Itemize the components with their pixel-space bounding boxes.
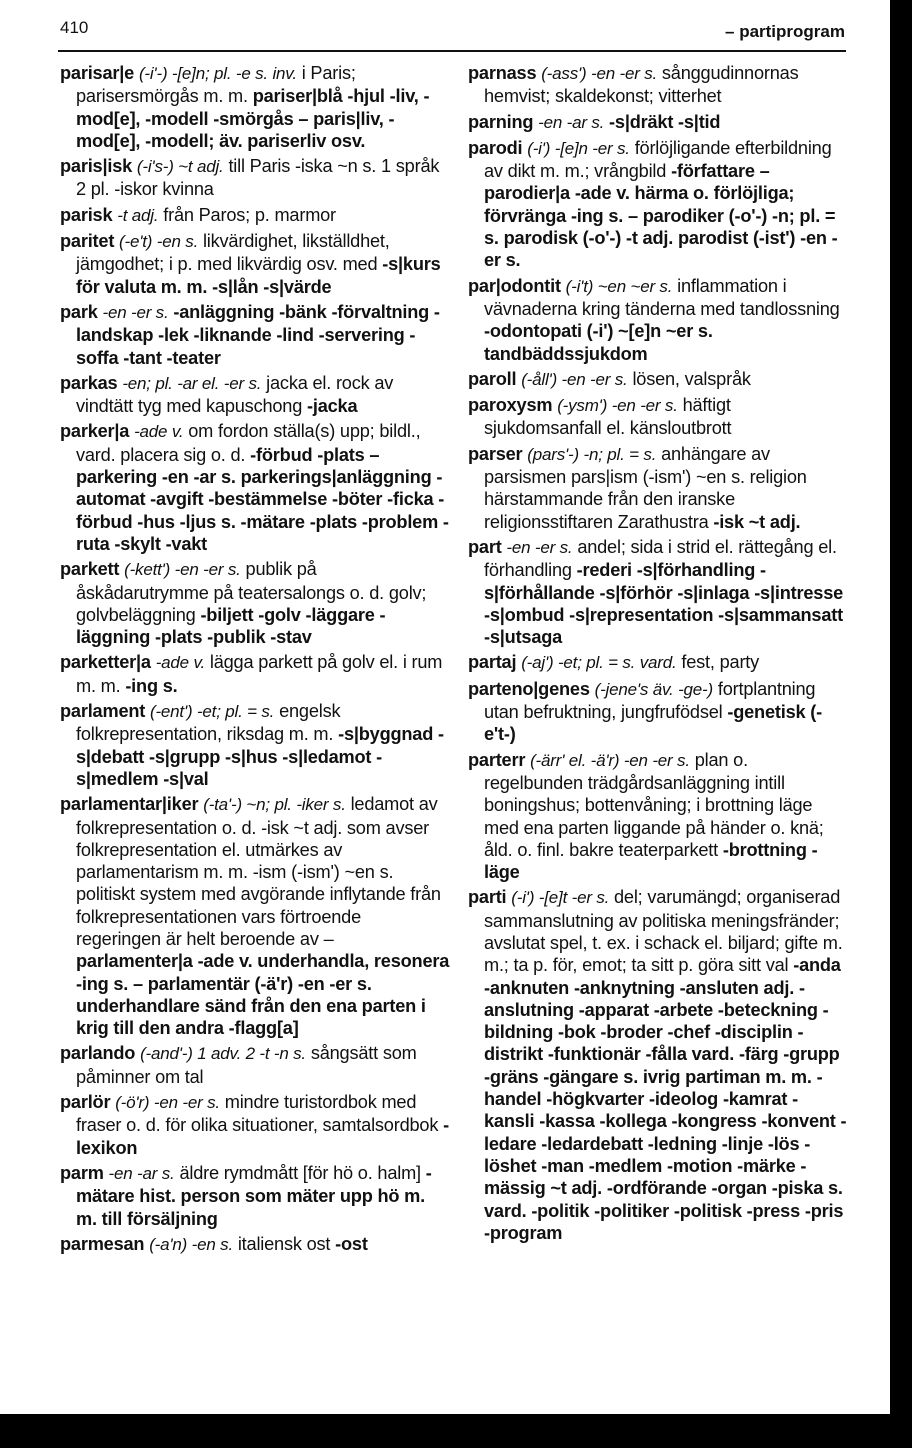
entry-definition: likvärdighet, likställdhet, jämgodhet; i p. med likvärdig osv. med — [76, 231, 390, 275]
entry-compounds: -ost — [335, 1233, 368, 1254]
entry-grammar-info: (-ent') -et; pl. = s. — [149, 702, 275, 722]
entry-headword: paroll — [468, 368, 517, 389]
entry-grammar-info: (-and'-) 1 adv. 2 -t -n s. — [140, 1044, 306, 1064]
entry-grammar-info: (-aj') -et; pl. = s. vard. — [521, 653, 677, 673]
dictionary-entry — [468, 137, 848, 272]
entry-definition: inflammation i vävnaderna kring tänderna med tandlossning — [484, 275, 840, 319]
entry-compounds: -mätare hist. person som mäter upp hö m. m. till försäljning — [76, 1162, 432, 1229]
dictionary-entry — [468, 886, 848, 1244]
entry-compounds: -förbud -plats – parkering -en -ar s. parkerings|anläggning -automat -avgift -bestämmelse -böter -ficka -förbud -hus -ljus s. -mätare -plats -problem -ruta -skylt -vakt — [76, 444, 449, 554]
entry-definition: i Paris; parisersmörgås m. m. — [76, 63, 356, 107]
dictionary-entry — [468, 443, 848, 533]
page-number: 410 — [60, 18, 89, 37]
entry-headword: parisk — [60, 204, 113, 225]
entry-headword: parnass — [468, 63, 537, 83]
dictionary-entry — [60, 1233, 450, 1256]
entry-definition: om fordon ställa(s) upp; bildl., vard. placera sig o. d. — [76, 421, 421, 465]
entry-definition: lägga parkett på golv el. i rum m. m. — [76, 652, 443, 696]
dictionary-entry — [468, 62, 848, 108]
entry-compounds: -ing s. — [125, 675, 178, 696]
running-head: – partiprogram — [725, 22, 845, 41]
entry-headword: parketter|a — [60, 652, 151, 673]
entry-compounds: -författare – parodier|a -ade v. härma o. förlöjliga; förvränga -ing s. – parodiker (-o'-) -n; pl. = s. parodisk (-o'-) -t adj. parodist (-ist') -en -er s. — [484, 161, 838, 271]
entry-compounds: -rederi -s|förhandling -s|förhållande -s|förhör -s|inlaga -s|intresse -s|ombud -s|representation -s|sammansatt -s|utsaga — [484, 560, 844, 648]
right-column — [468, 62, 848, 1244]
entry-grammar-info: (-kett') -en -er s. — [124, 560, 241, 580]
entry-headword: parker|a — [60, 421, 130, 442]
entry-grammar-info: (-i') -[e]t -er s. — [511, 888, 610, 908]
dictionary-entry — [60, 793, 450, 1039]
entry-compounds: -s|kurs för valuta m. m. -s|lån -s|värde — [76, 254, 441, 297]
entry-grammar-info: -en -er s. — [102, 302, 169, 322]
entry-compounds: -isk ~t adj. — [713, 511, 801, 532]
entry-compounds: -jacka — [307, 396, 358, 417]
dictionary-entry — [468, 536, 848, 648]
entry-grammar-info: -en -ar s. — [538, 112, 605, 132]
dictionary-entry — [468, 111, 848, 134]
entry-compounds: pariser|blå -hjul -liv, -mod[e], -modell -smörgås – paris|liv, -mod[e], -modell; äv. pariserliv osv. — [76, 86, 430, 151]
dictionary-entry — [60, 651, 450, 697]
entry-headword: parteno|genes — [468, 678, 590, 699]
entry-compounds: -genetisk (-e't-) — [484, 702, 822, 745]
entry-grammar-info: -en; pl. -ar el. -er s. — [122, 373, 262, 393]
entry-headword: parlör — [60, 1092, 111, 1113]
dictionary-entry — [468, 275, 848, 365]
entry-definition: häftigt sjukdomsanfall el. känsloutbrott — [484, 395, 732, 439]
entry-compounds: -s|byggnad -s|debatt -s|grupp -s|hus -s|ledamot -s|medlem -s|val — [76, 724, 444, 789]
entry-headword: park — [60, 301, 98, 322]
entry-definition: lösen, valspråk — [632, 368, 751, 389]
entry-headword: parser — [468, 443, 523, 464]
entry-definition: från Paros; p. marmor — [163, 204, 336, 225]
entry-definition: andel; sida i strid el. rättegång el. förhandling — [484, 536, 837, 581]
entry-definition: sångsätt som påminner om tal — [76, 1043, 417, 1087]
dictionary-entry — [60, 155, 450, 201]
dictionary-entry — [60, 1091, 450, 1159]
entry-definition: förlöjligande efterbildning av dikt m. m.; vrångbild — [484, 137, 832, 182]
header-rule — [58, 50, 846, 52]
dictionary-entry — [60, 558, 450, 648]
entry-grammar-info: -ade v. — [155, 653, 206, 673]
entry-grammar-info: (-a'n) -en s. — [149, 1234, 233, 1254]
dictionary-entry — [468, 651, 848, 674]
entry-compounds: -brottning -läge — [484, 839, 818, 883]
dictionary-entry — [60, 372, 450, 418]
dictionary-entry — [60, 700, 450, 790]
entry-definition: fortplantning utan befruktning, jungfrufödsel — [484, 678, 816, 723]
entry-definition: plan o. regelbunden trädgårdsanläggning intill boningshus; bottenvåning; i brottning läge med ena parten liggande på händer o. knä; åld. o. finl. bakre teaterparkett — [484, 749, 824, 860]
entry-headword: parti — [468, 887, 507, 908]
entry-compounds: -s|dräkt -s|tid — [609, 111, 721, 132]
entry-grammar-info: (-ö'r) -en -er s. — [115, 1093, 220, 1113]
dictionary-entry — [468, 394, 848, 440]
entry-headword: parning — [468, 111, 534, 132]
entry-definition: italiensk ost — [237, 1233, 331, 1254]
entry-headword: parkas — [60, 372, 118, 393]
entry-definition: engelsk folkrepresentation, riksdag m. m. — [76, 701, 341, 745]
entry-grammar-info: (-ärr' el. -ä'r) -en -er s. — [530, 750, 690, 770]
entry-grammar-info: (-i') -[e]n -er s. — [527, 138, 630, 158]
entry-definition: anhängare av parsismen pars|ism (-ism') ~en s. religion härstammande från den iranske religionsstiftaren Zarathustra — [484, 443, 807, 532]
entry-headword: part — [468, 536, 502, 557]
dictionary-entry — [60, 204, 450, 227]
entry-headword: parlamentar|iker — [60, 794, 199, 815]
entry-definition: till Paris -iska ~n s. 1 språk 2 pl. -iskor kvinna — [76, 156, 440, 200]
entry-compounds: -lexikon — [76, 1115, 449, 1158]
entry-grammar-info: (-jene's äv. -ge-) — [594, 679, 713, 699]
entry-definition: publik på åskådarutrymme på teatersalongs o. d. golv; golvbeläggning — [76, 559, 427, 625]
entry-compounds: -biljett -golv -läggare -läggning -plats -publik -stav — [76, 604, 386, 648]
entry-definition: del; varumängd; organiserad sammanslutning av politiska meningsfränder; avslutat spel, t. ex. i schack el. biljard; gifte m. m.; ta p. för, emot; ta sitt p. göra sitt val — [484, 887, 843, 976]
entry-grammar-info: (-ta'-) ~n; pl. -iker s. — [203, 795, 346, 815]
entry-grammar-info: (-i's-) ~t adj. — [136, 157, 224, 177]
entry-headword: paris|isk — [60, 156, 133, 177]
dictionary-entry — [60, 230, 450, 298]
entry-grammar-info: (-åll') -en -er s. — [521, 369, 628, 389]
entry-headword: parisar|e — [60, 63, 135, 83]
dictionary-entry — [60, 1162, 450, 1230]
entry-definition: äldre rymdmått [för hö o. halm] — [179, 1162, 421, 1183]
entry-grammar-info: (-i'-) -[e]n; pl. -e s. inv. — [138, 64, 297, 83]
dictionary-entry — [60, 1042, 450, 1088]
entry-grammar-info: -t adj. — [117, 205, 159, 225]
entry-headword: par|odontit — [468, 275, 561, 296]
entry-compounds: -anläggning -bänk -förvaltning -landskap -lek -liknande -lind -servering -soffa -tant -teater — [76, 301, 440, 368]
entry-headword: paritet — [60, 231, 115, 252]
entry-compounds: -odontopati (-i') ~[e]n ~er s. tandbäddssjukdom — [484, 321, 713, 364]
entry-headword: parkett — [60, 559, 120, 580]
entry-headword: parm — [60, 1162, 104, 1183]
entry-headword: parterr — [468, 749, 526, 770]
entry-grammar-info: -en -er s. — [506, 537, 573, 557]
entry-headword: parlament — [60, 701, 146, 722]
entry-compounds: -anda -anknuten -anknytning -ansluten adj. -anslutning -apparat -arbete -beteckning -bildning -bok -broder -chef -disciplin -distrikt -funktionär -fålla vard. -färg -grupp -gräns -gängare s. ivrig partiman m. m. -handel -högkvarter -ideolog -kamrat -kansli -kassa -kollega -kongress -konvent -ledare -ledardebatt -ledning -linje -lös -löshet -man -medlem -motion -märke -mässig ~t adj. -ordförande -organ -piska s. vard. -politik -politiker -politisk -press -pris -program — [484, 955, 847, 1243]
entry-definition: sånggudinnornas hemvist; skaldekonst; vitterhet — [484, 63, 799, 107]
entry-compounds: parlamenter|a -ade v. underhandla, resonera -ing s. – parlamentär (-ä'r) -en -er s. underhandlare sänd från den ena parten i krig till den andra -flagg[a] — [76, 951, 450, 1039]
entry-headword: partaj — [468, 652, 517, 673]
entry-grammar-info: (-e't) -en s. — [119, 232, 199, 252]
entry-definition: ledamot av folkrepresentation o. d. -isk ~t adj. som avser folkrepresentation el. utmärkes av parlamentarism m. m. -ism (-ism') ~en s. politiskt system med avgörande inflytande från folkrepresentationen vars förtroende regeringen är helt beroende av – — [76, 794, 441, 949]
entry-headword: paroxysm — [468, 395, 553, 416]
entry-grammar-info: -ade v. — [134, 422, 184, 442]
entry-grammar-info: -en -ar s. — [108, 1163, 175, 1183]
entry-definition: mindre turistordbok med fraser o. d. för olika situationer, samtalsordbok — [76, 1092, 439, 1136]
dictionary-entry — [468, 368, 848, 391]
entry-headword: parmesan — [60, 1233, 145, 1254]
entry-headword: parlando — [60, 1043, 136, 1064]
dictionary-entry — [60, 420, 450, 555]
entry-grammar-info: (-i't) ~en ~er s. — [565, 276, 673, 296]
dictionary-entry — [60, 301, 450, 369]
dictionary-entry — [468, 678, 848, 746]
entry-grammar-info: (-ass') -en -er s. — [541, 64, 658, 83]
entry-definition: jacka el. rock av vindtätt tyg med kapuschong — [76, 372, 394, 417]
entry-headword: parodi — [468, 137, 523, 158]
entry-grammar-info: (pars'-) -n; pl. = s. — [527, 444, 657, 464]
dictionary-entry — [60, 62, 450, 152]
entry-definition: fest, party — [681, 652, 760, 673]
left-column — [60, 62, 450, 1256]
entry-grammar-info: (-ysm') -en -er s. — [557, 396, 678, 416]
dictionary-entry — [468, 749, 848, 884]
